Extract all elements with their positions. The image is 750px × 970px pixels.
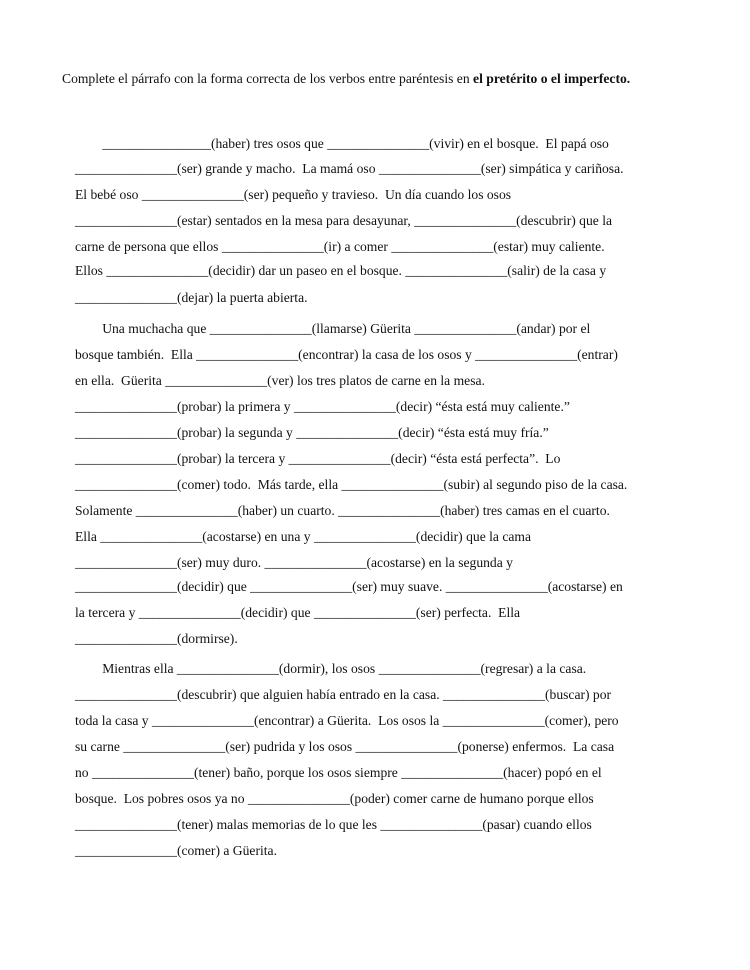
story-line: _______________(probar) la segunda y _______________(decir) “ésta está muy fría.” — [75, 425, 549, 440]
story-line: Una muchacha que _______________(llamarse) Güerita _______________(andar) por el — [75, 321, 591, 336]
story-line: Mientras ella _______________(dormir), los osos _______________(regresar) a la casa. — [75, 661, 587, 676]
story-line: _______________(tener) malas memorias de lo que les _______________(pasar) cuando ellos — [75, 817, 592, 832]
story-line: bosque también. Ella _______________(encontrar) la casa de los osos y _______________(entrar) — [75, 347, 618, 362]
story-line: _______________(dormirse). — [75, 631, 238, 646]
story-line: ________________(haber) tres osos que _______________(vivir) en el bosque. El papá oso — [75, 136, 609, 151]
story-line: Ellos _______________(decidir) dar un paseo en el bosque. _______________(salir) de la casa y — [75, 263, 607, 278]
story-line: _______________(estar) sentados en la mesa para desayunar, _______________(descubrir) que la — [75, 213, 613, 228]
story-line: toda la casa y _______________(encontrar) a Güerita. Los osos la _______________(comer), pero — [75, 713, 619, 728]
story-line: _______________(probar) la tercera y _______________(decir) “ésta está perfecta”. Lo — [75, 451, 561, 466]
story-line: en ella. Güerita _______________(ver) los tres platos de carne en la mesa. — [75, 373, 485, 388]
story-line: no _______________(tener) baño, porque los osos siempre _______________(hacer) popó en el — [75, 765, 602, 780]
story-line: carne de persona que ellos _______________(ir) a comer _______________(estar) muy caliente. — [75, 239, 605, 254]
story-line: Ella _______________(acostarse) en una y _______________(decidir) que la cama — [75, 529, 532, 544]
story-line: _______________(ser) grande y macho. La mamá oso _______________(ser) simpática y cariñosa. — [75, 161, 624, 176]
story-line: _______________(dejar) la puerta abierta. — [75, 290, 308, 305]
story-line: Solamente _______________(haber) un cuarto. _______________(haber) tres camas en el cuarto. — [75, 503, 610, 518]
instructions-text: Complete el párrafo con la forma correcta de los verbos entre paréntesis en — [62, 71, 474, 86]
instructions-emphasis: el pretérito o el imperfecto. — [473, 71, 631, 86]
story-line: bosque. Los pobres osos ya no _______________(poder) comer carne de humano porque ellos — [75, 791, 594, 806]
story-line: El bebé oso _______________(ser) pequeño y travieso. Un día cuando los osos — [75, 187, 512, 202]
story-line: _______________(decidir) que _______________(ser) muy suave. _______________(acostarse) en — [75, 579, 623, 594]
story-line: la tercera y _______________(decidir) que _______________(ser) perfecta. Ella — [75, 605, 521, 620]
story-line: _______________(descubrir) que alguien había entrado en la casa. _______________(buscar) por — [75, 687, 612, 702]
instructions — [62, 70, 722, 88]
story-line: _______________(comer) todo. Más tarde, ella _______________(subir) al segundo piso de la casa. — [75, 477, 628, 492]
story-line: su carne _______________(ser) pudrida y los osos _______________(ponerse) enfermos. La casa — [75, 739, 615, 754]
story-line: _______________(probar) la primera y _______________(decir) “ésta está muy caliente.” — [75, 399, 570, 414]
story-line: _______________(comer) a Güerita. — [75, 843, 277, 858]
story-line: _______________(ser) muy duro. _______________(acostarse) en la segunda y — [75, 555, 513, 570]
